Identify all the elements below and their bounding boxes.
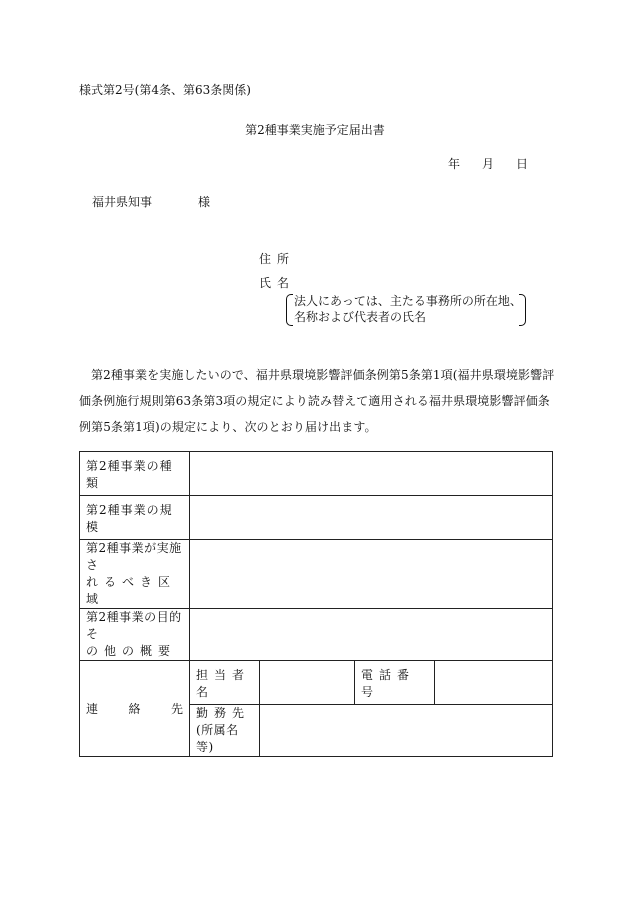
table-row [80, 496, 553, 540]
left-bracket [286, 294, 293, 326]
contact-label-char-1: 連 [86, 702, 99, 716]
form-number: 様式第2号(第4条、第63条関係) [79, 83, 251, 97]
corporation-note [286, 293, 526, 327]
office-value[interactable] [260, 705, 553, 757]
scale-label: 第2種事業の規模 [80, 496, 190, 540]
date-month-label: 月 [482, 157, 495, 171]
address-label-char-1: 住 [259, 252, 272, 266]
area-label-line-1: 第2種事業が実施さ [86, 541, 182, 572]
table-row [80, 609, 553, 661]
name-label-char-1: 氏 [259, 276, 272, 290]
corporation-note-line-2: 名称および代表者の氏名 [294, 310, 427, 324]
contact-label [80, 661, 190, 757]
person-value[interactable] [260, 661, 355, 705]
address-label [259, 250, 295, 267]
area-label-line-2: れるべき区域 [86, 575, 177, 606]
name-label-char-2: 名 [277, 276, 290, 290]
date-line [448, 155, 528, 172]
contact-label-char-3: 先 [170, 702, 183, 716]
overview-value[interactable] [190, 609, 553, 661]
person-label: 担当者名 [190, 661, 260, 705]
table-row [80, 540, 553, 609]
right-bracket [519, 294, 526, 326]
type-value[interactable] [190, 452, 553, 496]
address-label-char-2: 所 [277, 252, 290, 266]
addressee-honorific: 様 [198, 195, 211, 209]
office-label [190, 705, 260, 757]
office-label-line-2: (所属名等) [196, 723, 239, 754]
name-label [259, 274, 295, 291]
overview-label-line-2: の他の概要 [86, 644, 177, 658]
area-label [80, 540, 190, 609]
addressee-name: 福井県知事 [92, 195, 153, 209]
scale-value[interactable] [190, 496, 553, 540]
type-label: 第2種事業の種類 [80, 452, 190, 496]
addressee [92, 193, 210, 210]
phone-label: 電話番号 [355, 661, 435, 705]
table-row [80, 452, 553, 496]
corporation-note-line-1: 法人にあっては、主たる事務所の所在地、 [294, 294, 522, 308]
phone-value[interactable] [435, 661, 553, 705]
table-row [80, 661, 553, 705]
document-title: 第2種事業実施予定届出書 [245, 123, 385, 137]
contact-label-char-2: 絡 [128, 702, 141, 716]
date-year-label: 年 [448, 157, 461, 171]
area-value[interactable] [190, 540, 553, 609]
date-day-label: 日 [516, 157, 529, 171]
body-paragraph: 第2種事業を実施したいので、福井県環境影響評価条例第5条第1項(福井県環境影響評価条例施行規則第63条第3項の規定により読み替えて適用される福井県環境影響評価条例第5条第1項)の規定により、次のとおり届け出ます。 [79, 368, 555, 434]
overview-label-line-1: 第2種事業の目的そ [86, 610, 182, 641]
overview-label [80, 609, 190, 661]
office-label-line-1: 勤務先 [196, 706, 251, 720]
detail-table [79, 451, 553, 757]
